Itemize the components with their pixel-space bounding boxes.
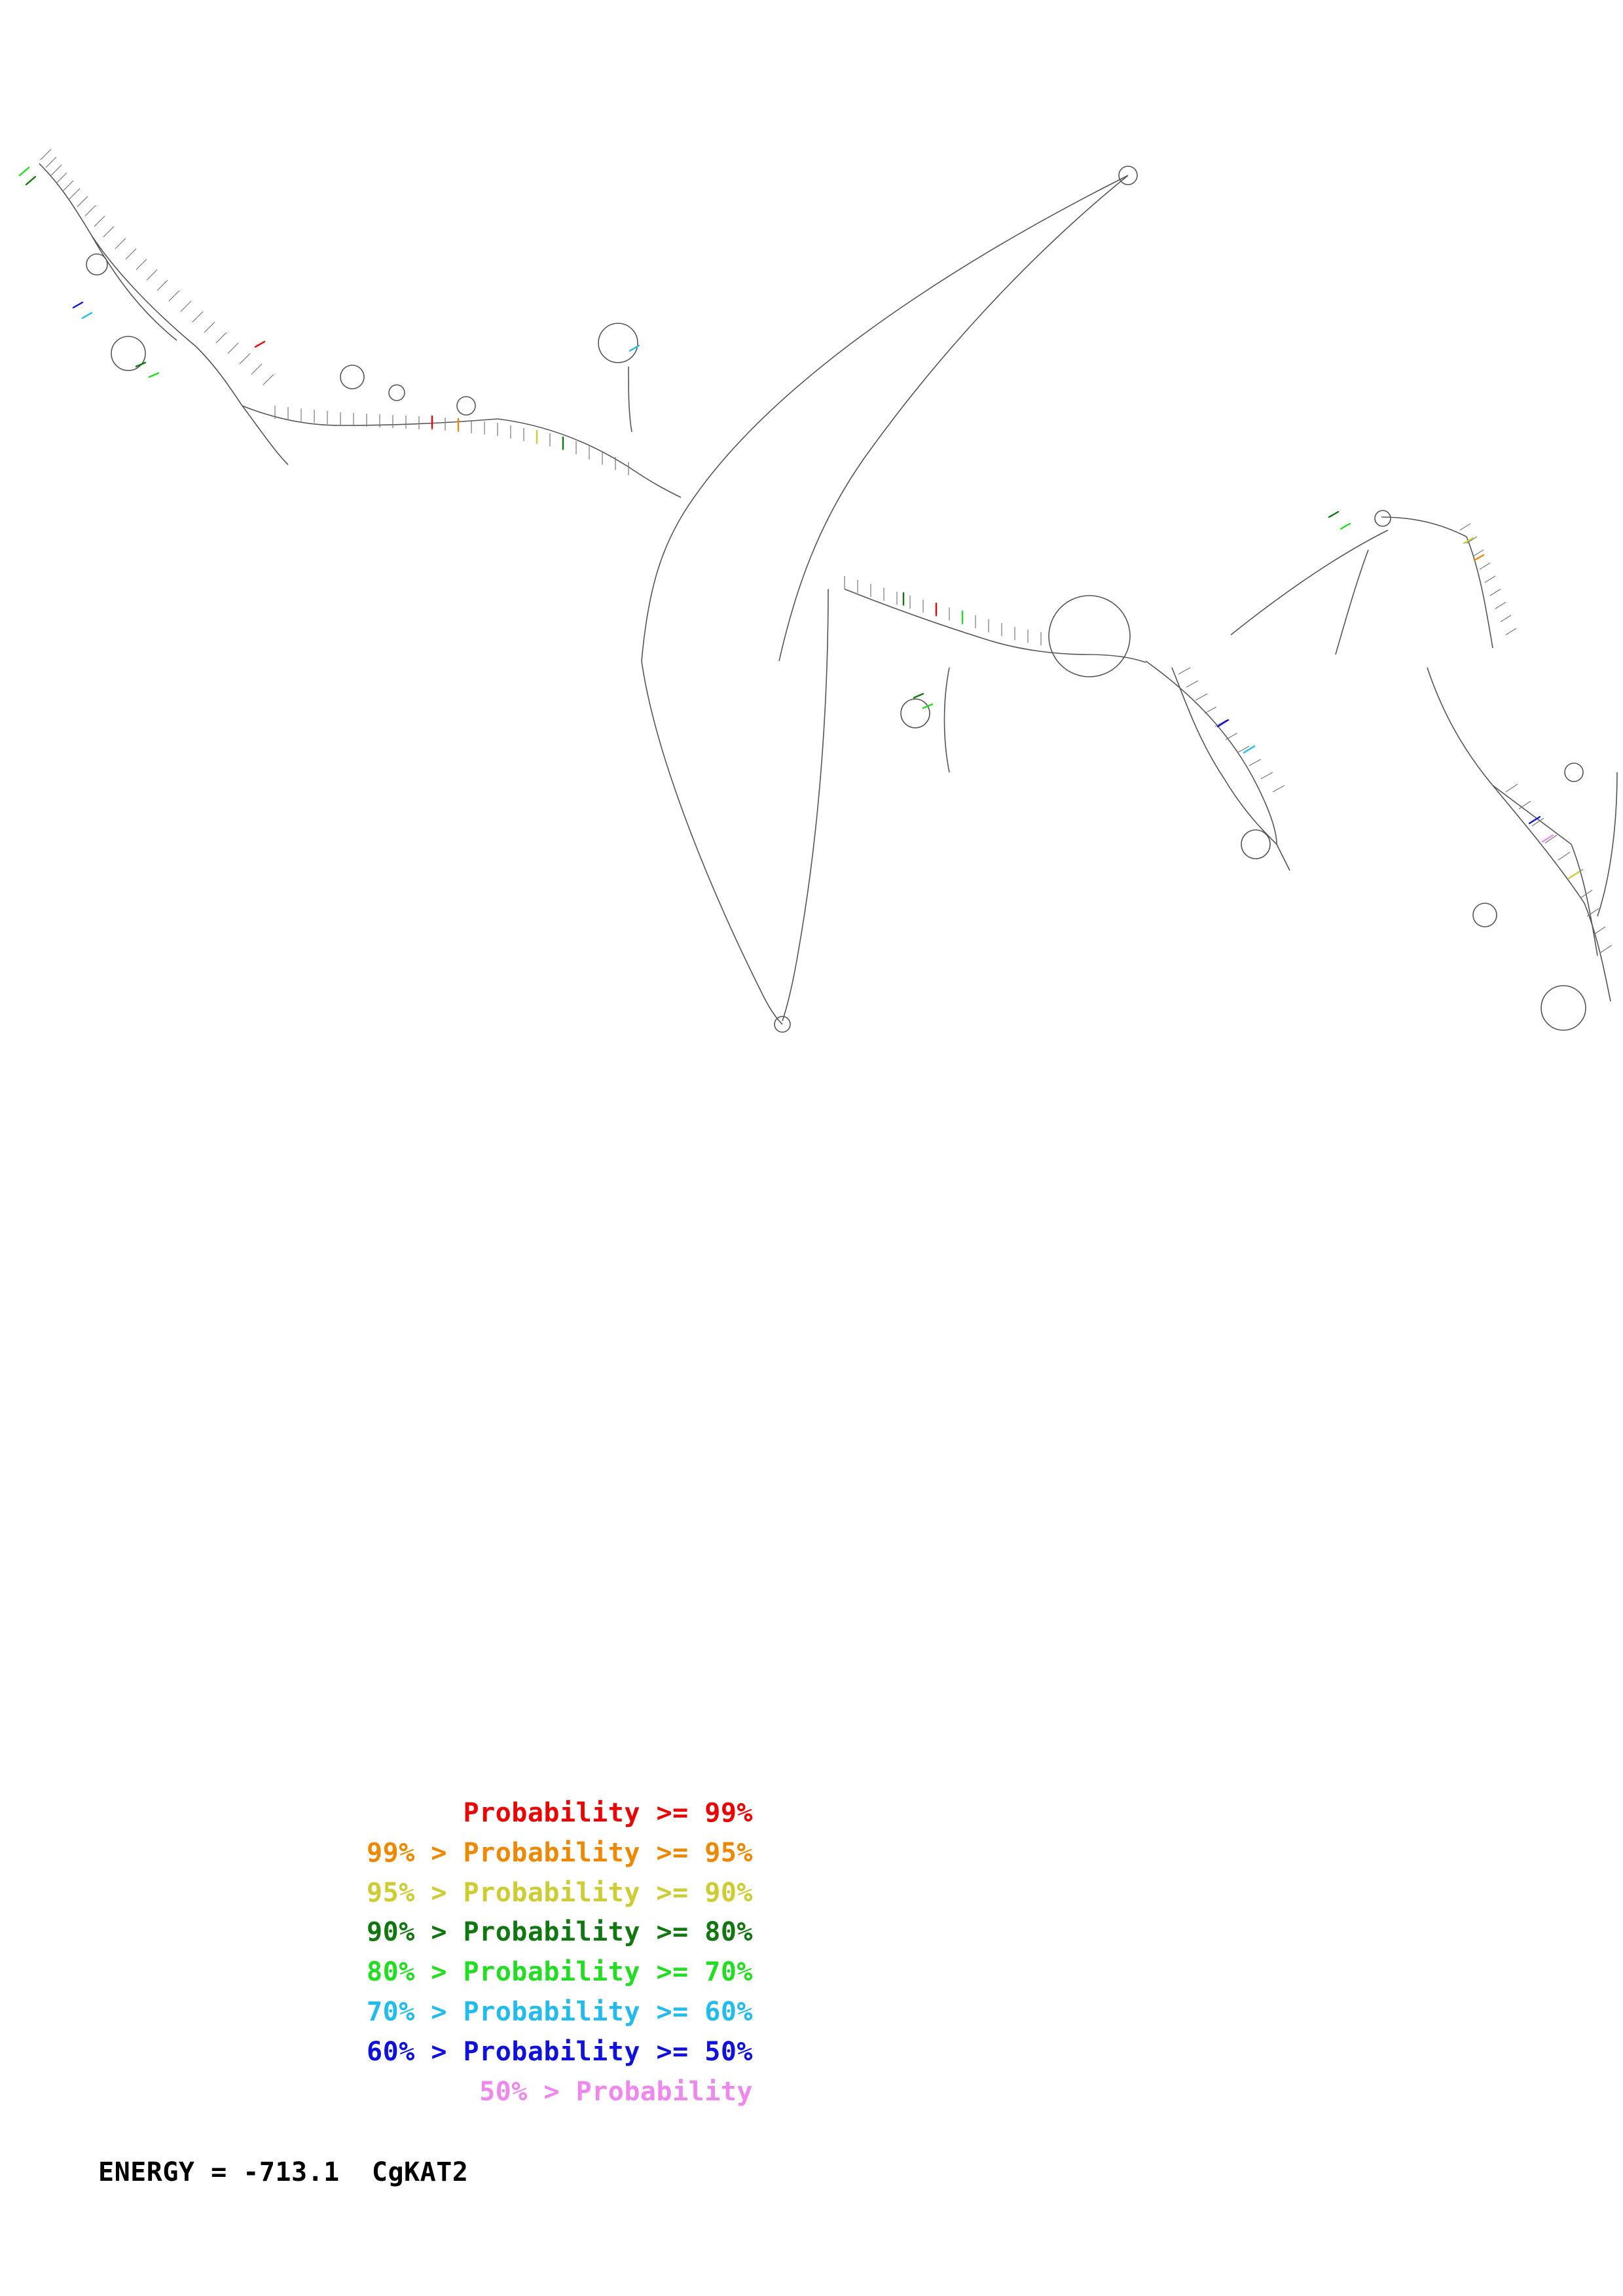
legend-row-3: 95% > Probability >= 90% — [367, 1877, 753, 1908]
legend-row-5: 80% > Probability >= 70% — [367, 1957, 753, 1988]
probability-legend — [98, 1793, 884, 2111]
legend-row-1: Probability >= 99% — [463, 1798, 753, 1828]
legend-row-6: 70% > Probability >= 60% — [367, 1996, 753, 2027]
colored-bases — [20, 168, 1579, 878]
legend-row-2: 99% > Probability >= 95% — [367, 1837, 753, 1868]
energy-label: ENERGY = -713.1 CgKAT2 — [98, 2157, 469, 2187]
legend-row-4: 90% > Probability >= 80% — [367, 1917, 753, 1948]
hairpin-loops — [86, 166, 1586, 1032]
legend-row-8: 50% > Probability — [479, 2076, 753, 2107]
legend-row-7: 60% > Probability >= 50% — [367, 2036, 753, 2067]
helix-rungs — [41, 149, 1612, 953]
backbone-paths — [39, 164, 1617, 1024]
